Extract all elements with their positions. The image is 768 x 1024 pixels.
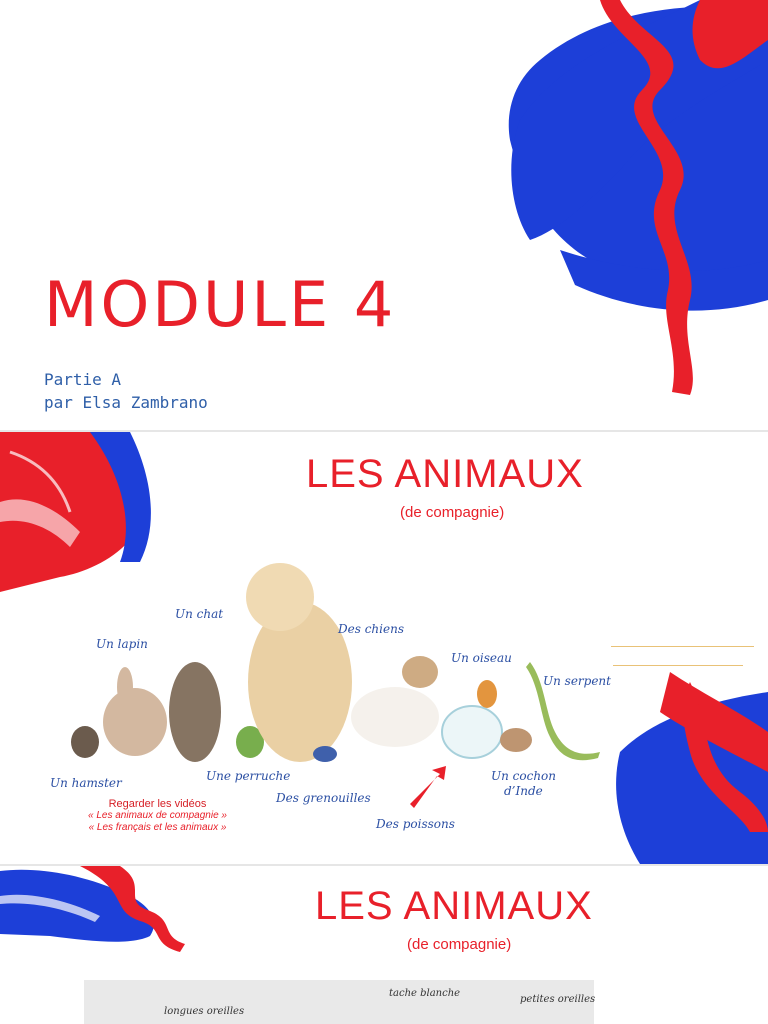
animals-slide bbox=[0, 432, 768, 864]
title-slide bbox=[0, 0, 768, 430]
slide-title: LES ANIMAUX bbox=[315, 884, 593, 928]
arrow-icon bbox=[410, 766, 446, 808]
sketch-label-longues-oreilles: longues oreilles bbox=[164, 1006, 245, 1017]
slide-title: LES ANIMAUX bbox=[306, 452, 584, 496]
rabbit-sketch-image bbox=[84, 980, 594, 1024]
label-perruche: Une perruche bbox=[206, 769, 291, 783]
slide-subtitle: (de compagnie) bbox=[400, 504, 505, 521]
video-link-1[interactable]: « Les animaux de compagnie » bbox=[88, 810, 227, 821]
slide-subtitle: (de compagnie) bbox=[407, 936, 512, 953]
label-serpent: Un serpent bbox=[543, 674, 611, 688]
label-chiens: Des chiens bbox=[338, 622, 404, 636]
animals-photo bbox=[71, 563, 600, 762]
video-note-heading: Regarder les vidéos bbox=[108, 798, 207, 810]
label-cochon: Un cochon bbox=[491, 769, 557, 783]
animals-slide-2 bbox=[0, 866, 768, 1024]
video-link-2[interactable]: « Les français et les animaux » bbox=[88, 822, 227, 833]
sketch-label-petites-oreilles: petites oreilles bbox=[520, 994, 596, 1005]
brush-strokes-decoration bbox=[0, 0, 768, 430]
label-chat: Un chat bbox=[175, 607, 224, 621]
divider-line bbox=[613, 665, 743, 666]
label-oiseau: Un oiseau bbox=[451, 651, 512, 665]
label-poissons: Des poissons bbox=[376, 817, 455, 831]
label-lapin: Un lapin bbox=[96, 637, 148, 651]
sketch-label-tache-blanche: tache blanche bbox=[389, 988, 461, 999]
video-note bbox=[50, 798, 265, 834]
subtitle-part: Partie A bbox=[44, 370, 122, 389]
divider-line bbox=[611, 646, 754, 647]
label-grenouilles: Des grenouilles bbox=[276, 791, 371, 805]
module-title: MODULE 4 bbox=[44, 268, 397, 341]
label-hamster: Un hamster bbox=[50, 776, 122, 790]
subtitle-author: par Elsa Zambrano bbox=[44, 393, 208, 412]
subtitle bbox=[44, 368, 208, 414]
label-cochon-inde: d’Inde bbox=[504, 784, 543, 798]
